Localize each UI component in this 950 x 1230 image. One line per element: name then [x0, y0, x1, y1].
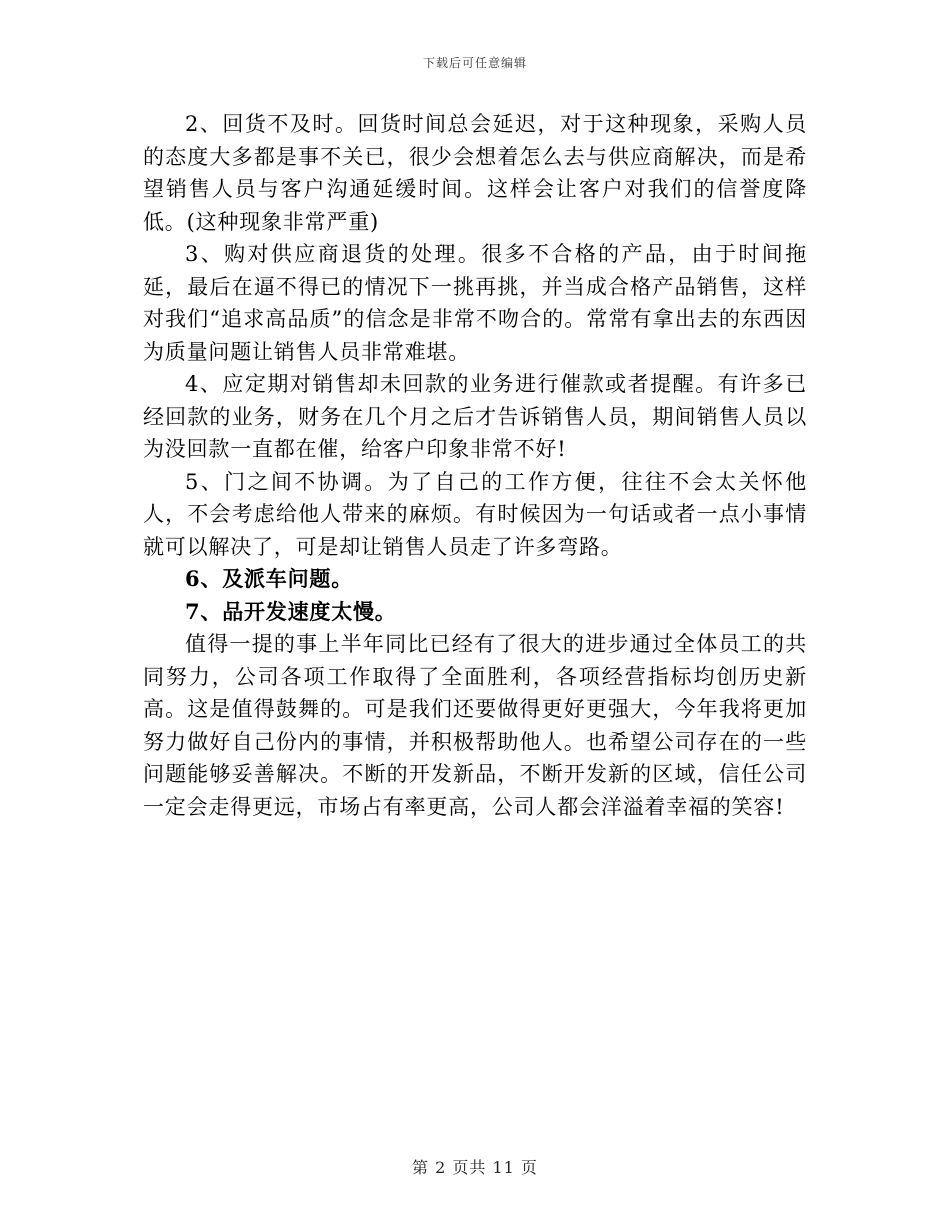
paragraph-payment-collection: 4、应定期对销售却未回款的业务进行催款或者提醒。有许多已经回款的业务，财务在几个月之后才告诉销售人员，期间销售人员以为没回款一直都在催，给客户印象非常不好!	[143, 372, 807, 461]
paragraph-late-delivery: 2、回货不及时。回货时间总会延迟，对于这种现象，采购人员的态度大多都是事不关已，很少会想着怎么去与供应商解决，而是希望销售人员与客户沟通延缓时间。这样会让客户对我们的信誉度降低。(这种现象非常严重)	[143, 112, 807, 234]
document-body	[143, 108, 807, 823]
paragraph-supplier-returns: 3、购对供应商退货的处理。很多不合格的产品，由于时间拖延，最后在逼不得已的情况下一挑再挑，并当成合格产品销售，这样对我们“追求高品质”的信念是非常不吻合的。常常有拿出去的东西因为质量问题让销售人员非常难堪。	[143, 242, 807, 364]
paragraph-department-coordination: 5、门之间不协调。为了自己的工作方便，往往不会太关怀他人，不会考虑给他人带来的麻烦。有时候因为一句话或者一点小事情就可以解决了，可是却让销售人员走了许多弯路。	[143, 469, 807, 559]
page-number: 第 2 页共 11 页	[412, 1158, 538, 1177]
paragraph-summary: 值得一提的事上半年同比已经有了很大的进步通过全体员工的共同努力，公司各项工作取得了全面胜利，各项经营指标均创历史新高。这是值得鼓舞的。可是我们还要做得更好更强大，今年我将更加努力做好自己份内的事情，并积极帮助他人。也希望公司存在的一些问题能够妥善解决。不断的开发新品，不断开发新的区域，信任公司一定会走得更远，市场占有率更高，公司人都会洋溢着幸福的笑容!	[143, 632, 807, 819]
paragraph-product-development: 7、品开发速度太慢。	[185, 598, 397, 624]
paragraph-dispatch-issue: 6、及派车问题。	[185, 566, 354, 591]
header-note: 下载后可任意编辑	[422, 56, 527, 70]
